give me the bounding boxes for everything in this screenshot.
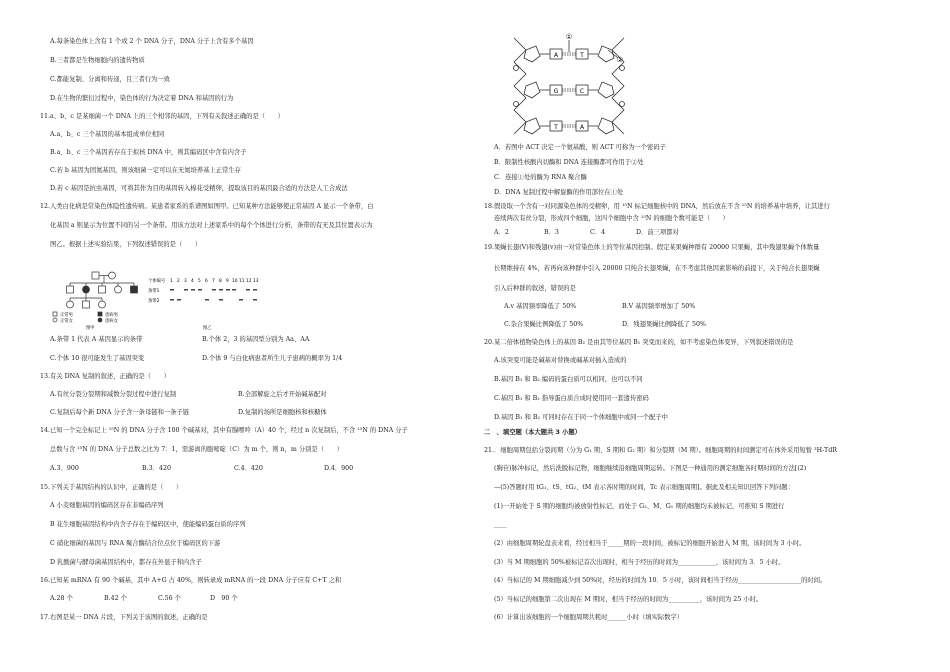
q21-sub1: (1)一开始处于 S 期的细胞均被放射性标记，而处于 G₂、M、G₁ 期的细胞均未被标记，可推知 S 期进行 <box>494 503 785 510</box>
pedigree-individual-1 <box>92 272 99 279</box>
q12-option-b: B.个体 2，3 的基因型分别为 Aa、AA <box>202 336 310 343</box>
q16-option-a: A.28 个 <box>50 595 73 602</box>
q14-option-d: D.4．900 <box>324 465 354 472</box>
q21-sub4: (4）当标记的 M 期细胞减少到 50%时，经历的时间为 10．5 小时，该时间相当于经历____________________的时间。 <box>494 577 827 584</box>
q11-stem: 11.a、b、c 是某细菌一个 DNA 上的三个相邻的基因，下列有关叙述正确的是（ ） <box>40 113 284 120</box>
q15-option-a: A 小麦细胞基因的编码区存在非编码序列 <box>50 502 164 509</box>
q10-option-d: D.在生物的繁衍过程中，染色体的行为决定着 DNA 和基因的行为 <box>50 95 234 102</box>
q18-option-c: C．4 <box>590 229 606 236</box>
q14-stem-line2: 总数与含 ¹⁵N 的 DNA 分子总数之比为 7：1，需游离的胞嘧啶（C）为 m 个，则 n，m 分别是（ ） <box>50 446 343 453</box>
pedigree-figure <box>48 270 263 330</box>
band-number: 2 <box>177 279 180 284</box>
q12-option-a: A.条带 1 代表 A 基因显示的条带 <box>50 336 143 343</box>
q21-sub1-blank: ____ <box>494 521 507 528</box>
band-number: 7 <box>212 279 215 284</box>
band-number: 3 <box>184 279 187 284</box>
section-heading-fill-in: 二 、填空题（本大题共 3 小题） <box>484 429 581 436</box>
q21-stem-line1: 21.．细胞周期包括分裂间期（分为 G₁ 期、S 期和 G₂ 期）和分裂期（M 期）。细胞周期的时间测定可在体外采用短暂 ³H-TdR <box>484 447 837 454</box>
q21-sub6: (6）计算出该细胞的一个细胞周期共耗时______小时（填实际数字） <box>494 614 684 621</box>
q19-option-a: A.v 基因频率降低了 50% <box>504 303 577 310</box>
q18-stem-line2: 连续两次有丝分裂，形成四个细胞，这四个细胞中含 ¹⁵N 的细胞个数可能是（ ） <box>494 215 729 222</box>
band-number: 9 <box>226 279 229 284</box>
dna-base: T <box>580 52 584 59</box>
q19-stem-line3: 引入后种群的叙述，错误的是 <box>494 285 576 292</box>
q18-option-b: B．3 <box>544 229 559 236</box>
band-number: 4 <box>191 279 194 284</box>
dna-base: A <box>553 52 559 59</box>
band-number: 13 <box>253 279 259 284</box>
fig-right-label: 图乙 <box>203 326 212 330</box>
q13-option-c: C.复制后每个新 DNA 分子含一条母链和一条子链 <box>50 409 190 416</box>
q12-option-d: D.个体 9 与白化病患者所生儿子患病的概率为 1/4 <box>202 355 343 362</box>
dna-base: A <box>579 124 585 131</box>
q14-option-a: A.3．900 <box>50 465 79 472</box>
q15-option-b: B 花生细胞基因结构中内含子存在于编码区中，使能编码蛋白质的序列 <box>50 521 246 528</box>
band-number: 1 <box>170 279 173 284</box>
band-row-label-2: 条带1 <box>148 289 160 294</box>
q19-stem-line2: 长期维持在 4%，若再向该种群中引入 20000 只纯合长翅果蝇，在不考虑其他因素影响的前提下，关于纯合长翅果蝇 <box>494 265 820 272</box>
q16-option-c: C.56 个 <box>158 595 181 602</box>
q11-option-a: A.a、b、c 三个基因的基本组成单位相同 <box>50 131 165 138</box>
q13-option-d: D.复制的场所是细胞核和核糖体 <box>238 409 327 416</box>
q13-option-a: A.有丝分裂分裂期和减数分裂过程中进行复制 <box>50 391 177 398</box>
q18-stem-line1: 18.假设取一个含有一对同源染色体的受精卵，用 ¹⁵N 标记细胞核中的 DNA，然后放在不含 ¹⁵N 的培养基中培养，让其进行 <box>484 203 830 210</box>
dna-base: G <box>553 88 559 95</box>
q12-stem-line3: 图乙。根据上述实验结果，下列叙述错误的是（ ） <box>50 241 202 248</box>
dna-base: T <box>554 124 558 131</box>
band-number: 5 <box>198 279 201 284</box>
q20-stem: 20.某二倍体植物染色体上的基因 B₂ 是由其等位基因 B₁ 突变而来的，如不考虑染色体变异，下列叙述错误的是 <box>484 339 794 346</box>
q21-stem-line3: —(5)答题时用 tG₁、tS、tG₂、tM 表示各时期的时间，Tc 表示细胞周期]。据此及相关知识回答下列问题： <box>494 484 794 491</box>
q16-stem: 16.已知某 mRNA 有 90 个碱基，其中 A+G 占 40%，则转录成 mRNA 的一段 DNA 分子应有 C+T 之和 <box>40 577 342 584</box>
q18-option-d: D．前三项都对 <box>636 229 679 236</box>
q13-stem: 13.有关 DNA 复制的叙述，正确的是（ ） <box>40 373 170 380</box>
q21-sub2: (2）由细胞周期轮盘表来看，经过相当于_____期的一段时间，被标记的细胞开始进入 M 期，该时间为 3 小时。 <box>494 540 806 547</box>
q10-option-a: A.每条染色体上含有 1 个或 2 个 DNA 分子，DNA 分子上含有多个基因 <box>50 38 254 45</box>
q20-option-d: D.基因 B₁ 和 B₂ 可同时存在于同一个体细胞中或同一个配子中 <box>494 414 668 421</box>
q14-option-c: C.4．420 <box>234 465 263 472</box>
q17-option-b: B．限制性核酸内切酶和 DNA 连接酶都可作用于②处 <box>494 159 644 166</box>
q17-stem: 17.右图是某一 DNA 片段，下列关于该图的叙述，正确的是 <box>40 614 208 621</box>
marker-1: ① <box>565 33 573 41</box>
marker-2: ② <box>616 56 624 64</box>
band-row-label-3: 条带2 <box>148 299 160 304</box>
q11-option-b: B.a、b、c 三个基因若存在于拟核 DNA 中，则其编码区中含有内含子 <box>50 149 247 156</box>
q19-stem-line1: 19.果蝇长翅(V)和残翅(v)由一对常染色体上的等位基因控制。假定某果蝇种群有 20000 只果蝇，其中残翅果蝇个体数量 <box>484 244 820 251</box>
q12-stem-line2: 化基因 a 则显示为位置不同的另一个条带。用该方法对上述家系中的每个个体进行分析，条带的有无及其位置表示为 <box>50 222 373 229</box>
q12-option-c: C.个体 10 很可能发生了基因突变 <box>50 355 145 362</box>
q19-option-c: C.杂合果蝇比例降低了 50% <box>504 321 584 328</box>
q17-option-c: C．连接①处的酶为 RNA 聚合酶 <box>494 174 587 181</box>
q11-option-d: D.若 c 基因是抗虫基因，可将其作为目的基因转入棉花受精卵，提取该目的基因最合适的方法是人工合成法 <box>50 185 348 192</box>
q20-option-b: B.基因 B₁ 和 B₂ 编码的蛋白质可以相同，也可以不同 <box>494 376 643 383</box>
pedigree-individual-2 <box>109 272 116 279</box>
q15-option-c: C 硝化细菌的基因与 RNA 聚合酶结合位点位于编码区的下游 <box>50 540 221 547</box>
band-number: 11 <box>239 279 245 284</box>
q20-option-a: A.该突变可能是碱基对替换或碱基对插入造成的 <box>494 357 627 364</box>
q11-option-c: C.若 b 基因为固氮基因，则该细菌一定可以在无氮培养基上正常生存 <box>50 167 241 174</box>
legend-normal-male: 正常男 <box>60 313 73 318</box>
legend-normal-female: 正常女 <box>60 319 73 324</box>
q18-option-a: A．2 <box>494 229 509 236</box>
band-row-label-1: 个体编号 <box>148 279 166 284</box>
q12-stem-line1: 12.人类白化病是常染色体隐性遗传病。某患者家系的系谱图如图甲。已知某种方法能够使正常基因 A 显示一个条带，白 <box>40 203 374 210</box>
q15-option-d: D 乳酸菌与酵母菌基因结构中，都存在外显子和内含子 <box>50 559 202 566</box>
dna-base: C <box>579 88 585 95</box>
q10-option-c: C.都能复制、分离和传递，且三者行为一致 <box>50 76 170 83</box>
band-number: 12 <box>246 279 252 284</box>
q19-option-b: B.V 基因频率增加了 50% <box>622 303 696 310</box>
band-number: 6 <box>205 279 208 284</box>
dna-fragment-figure <box>504 32 654 140</box>
q17-option-d: D．DNA 复制过程中解旋酶的作用部位在①处 <box>494 189 624 196</box>
q13-option-b: B.全部解旋之后才开始碱基配对 <box>238 391 327 398</box>
q10-option-b: B.三者都是生物细胞内的遗传物质 <box>50 57 145 64</box>
q16-option-d: D 90 个 <box>210 595 238 602</box>
q14-option-b: B.3．420 <box>142 465 171 472</box>
q21-sub5: (5）当标记的细胞第二次出现在 M 期时，相当于经历的时间为__________，该时间为 25 小时。 <box>494 596 763 603</box>
fig-left-label: 图甲 <box>86 326 95 330</box>
q20-option-c: C.基因 B₁ 和 B₂ 指导蛋白质合成时使用同一套遗传密码 <box>494 395 649 402</box>
q14-stem-line1: 14.已知一个完全标记上 ¹⁵N 的 DNA 分子含 100 个碱基对，其中有腺嘌呤（A）40 个，经过 n 次复制后，不含 ¹⁵N 的 DNA 分子 <box>40 427 408 434</box>
q16-option-b: B.42 个 <box>104 595 127 602</box>
legend-affected-male: 患病男 <box>105 313 118 318</box>
legend-affected-female: 患病女 <box>105 319 118 324</box>
q15-stem: 15.下列关于基因结构的认识中，正确的是（ ） <box>40 484 183 491</box>
band-number: 10 <box>232 279 238 284</box>
q17-option-a: A．若图中 ACT 决定一个氨基酸，则 ACT 可称为一个密码子 <box>494 144 666 151</box>
band-number: 8 <box>219 279 222 284</box>
q19-option-d: D．残翅果蝇比例降低了 50% <box>622 321 707 328</box>
q21-sub3: (3）当 M 期细胞的 50%被标记首次出现时，相当于经历的时间为____________，该时间为 3．5 小时。 <box>494 559 785 566</box>
q21-stem-line2: (胸苷)脉冲标记，然后洗脱标记物，细胞继续沿细胞周期运转。下图是一种通用的测定细胞各时期时间的方法[(2) <box>494 465 807 472</box>
band-marks <box>170 289 257 301</box>
